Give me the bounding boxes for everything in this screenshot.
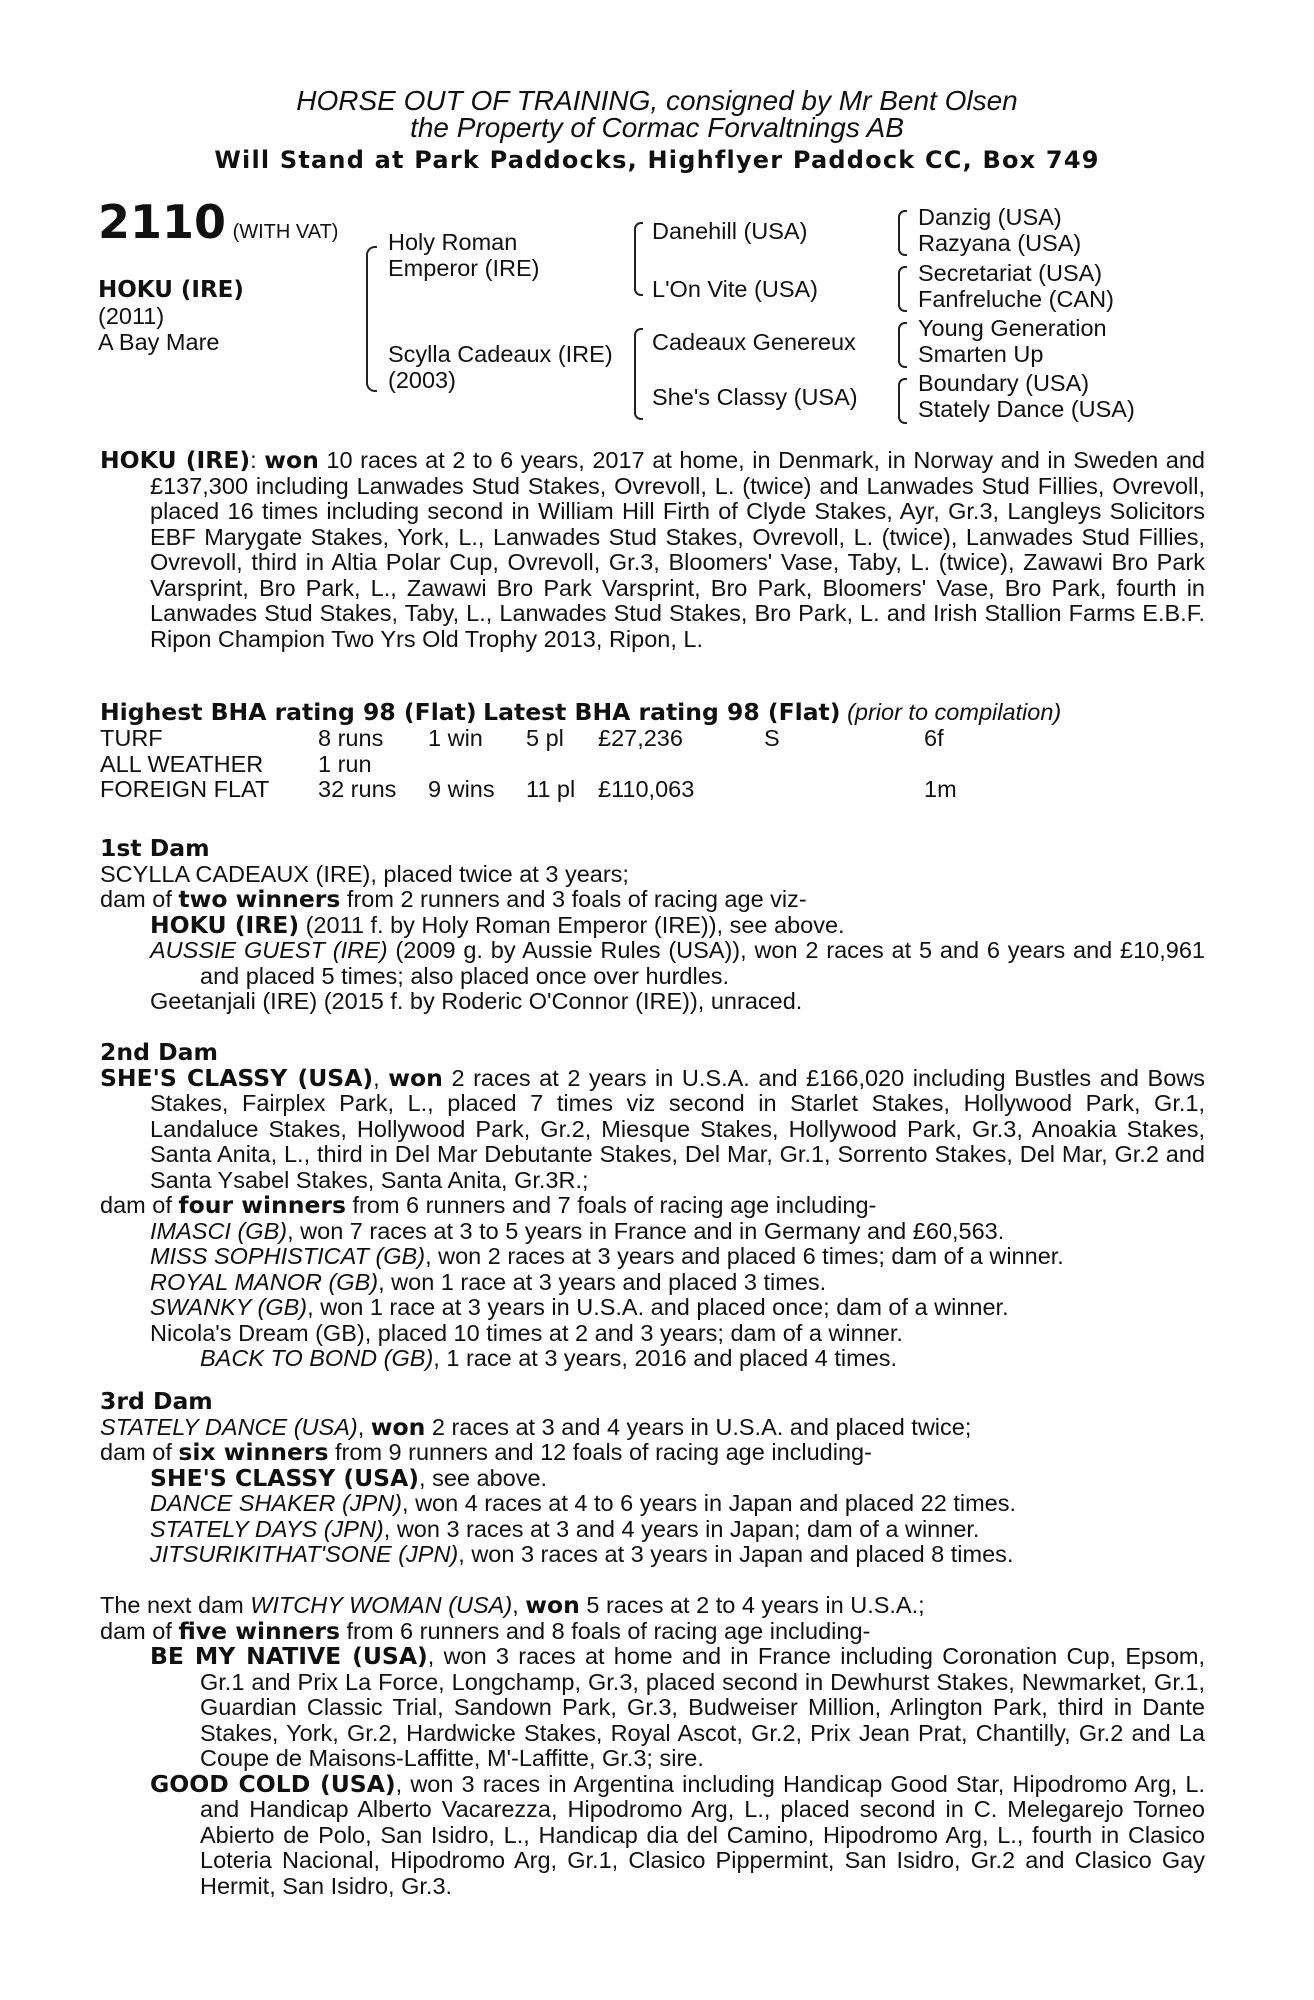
runs: 8 runs	[318, 725, 384, 751]
foal-text: , won 2 races at 3 years and placed 6 times; dam of a winner.	[425, 1243, 1064, 1269]
produce-post: from 9 runners and 12 foals of racing age including-	[335, 1439, 872, 1465]
produce-count: five winners	[178, 1616, 340, 1645]
dam-parents-brace	[634, 328, 643, 420]
sire-name-line-1: Holy Roman	[388, 229, 518, 255]
distance	[924, 752, 957, 778]
table-row	[100, 726, 957, 752]
foal-name: MISS SOPHISTICAT (GB)	[150, 1243, 426, 1269]
sire-sire: Danehill (USA)	[652, 218, 808, 244]
next-dam-pre: The next dam	[100, 1592, 244, 1618]
dam-dam-dam: Stately Dance (USA)	[918, 396, 1135, 422]
foal-name: BACK TO BOND (GB)	[200, 1345, 434, 1371]
next-dam-text: 5 races at 2 to 4 years in U.S.A.;	[586, 1592, 925, 1618]
foal-name: HOKU (IRE)	[150, 910, 300, 939]
dam-dam-sire: Boundary (USA)	[918, 370, 1090, 396]
list-item	[100, 1321, 1205, 1347]
second-dam-won: won	[388, 1063, 443, 1092]
header-line-2: the Property of Cormac Forvaltnings AB	[410, 112, 904, 143]
sire-dam-dam: Fanfreluche (CAN)	[918, 286, 1114, 312]
surface: TURF	[100, 725, 163, 751]
highest-rating: Highest BHA rating 98 (Flat)	[100, 698, 477, 726]
foal-name: SHE'S CLASSY (USA)	[150, 1463, 420, 1492]
foal-name: SWANKY (GB)	[150, 1294, 308, 1320]
second-dam-name: SHE'S CLASSY (USA)	[100, 1063, 374, 1092]
horse-year: (2011)	[98, 303, 165, 329]
foal-name: ROYAL MANOR (GB)	[150, 1268, 379, 1295]
second-dam-heading: 2nd Dam	[100, 1038, 218, 1066]
rating-note: (prior to compilation)	[847, 699, 1062, 725]
list-item	[100, 1542, 1205, 1568]
going	[764, 777, 924, 803]
produce-pre: dam of	[100, 1439, 172, 1465]
wins: 1 win	[428, 725, 483, 751]
next-dam-name: WITCHY WOMAN (USA)	[250, 1592, 513, 1618]
performance-table	[100, 726, 957, 803]
placed: 11 pl	[526, 776, 576, 802]
foal-text: , won 3 races at 3 years in Japan and placed 8 times.	[458, 1541, 1014, 1567]
dam-sire-sire: Young Generation	[918, 315, 1107, 341]
third-dam-won: won	[370, 1412, 426, 1441]
runs: 32 runs	[318, 776, 397, 802]
lot-number-block	[98, 195, 339, 249]
list-item	[100, 910, 1205, 939]
foal-name: Nicola's Dream (GB)	[150, 1319, 365, 1346]
horse-name: HOKU (IRE)	[98, 277, 244, 303]
foal-text: , won 4 races at 4 to 6 years in Japan and placed 22 times.	[402, 1490, 1016, 1516]
foal-text: , won 1 race at 3 years in U.S.A. and placed once; dam of a winner.	[307, 1294, 1009, 1320]
produce-pre: dam of	[100, 886, 172, 912]
foal-text: , won 7 races at 3 to 5 years in France and in Germany and £60,563.	[287, 1217, 1005, 1244]
next-dam-record: The next dam WITCHY WOMAN (USA), won 5 races at 2 to 4 years in U.S.A.;	[100, 1591, 925, 1619]
foal-name: BE MY NATIVE (USA)	[150, 1642, 428, 1670]
wins	[428, 752, 526, 778]
next-dam-section	[100, 1593, 1205, 1899]
foal-text: , won 3 races at 3 and 4 years in Japan; dam of a winner.	[383, 1515, 980, 1542]
foal-name: JITSURIKITHAT'SONE (JPN)	[150, 1541, 459, 1567]
record-won: won	[264, 446, 319, 474]
surface: FOREIGN FLAT	[100, 776, 270, 802]
latest-rating: Latest BHA rating 98 (Flat)	[483, 698, 841, 726]
third-dam-heading: 3rd Dam	[100, 1387, 213, 1415]
dam-sire-dam: Smarten Up	[918, 341, 1044, 367]
sire-sire-dam: Razyana (USA)	[918, 230, 1082, 256]
dam-dam: She's Classy (USA)	[652, 384, 858, 410]
foal-text: (2011 f. by Holy Roman Emperor (IRE)), see above.	[305, 911, 845, 938]
list-item	[100, 938, 1205, 989]
first-dam-heading: 1st Dam	[100, 834, 210, 862]
second-dam-produce	[100, 1193, 1205, 1219]
first-dam-produce	[100, 887, 1205, 913]
dam-name: Scylla Cadeaux (IRE)	[388, 341, 613, 367]
header-line-3: Will Stand at Park Paddocks, Highflyer Paddock CC, Box 749	[214, 146, 1100, 174]
produce-count: four winners	[178, 1191, 346, 1219]
gp-brace-2	[898, 266, 907, 312]
produce-post: from 6 runners and 7 foals of racing age including-	[352, 1192, 877, 1218]
rating-line	[100, 700, 1061, 726]
produce-post: from 2 runners and 3 foals of racing age viz-	[346, 886, 807, 912]
produce-pre: dam of	[100, 1192, 172, 1218]
sire-name-line-2: Emperor (IRE)	[388, 255, 540, 281]
prize: £27,236	[598, 725, 683, 751]
third-dam-produce	[100, 1440, 1205, 1466]
header-line-1: HORSE OUT OF TRAINING, consigned by Mr Bent Olsen	[296, 85, 1018, 116]
record-text: 10 races at 2 to 6 years, 2017 at home, in Denmark, in Norway and in Sweden and £137,300 including Lanwades Stud Stakes, Ovrevoll, L. (twice) and Lanwades Stud Fillies, Ovrevoll, placed 16 times including second in William Hill Firth of Clyde Stakes, Ayr, Gr.3, Langleys Solicitors EBF Marygate Stakes, York, L., Lanwades Stud Stakes, Ovrevoll, L. (twice), Lanwades Stud Fillies, Ovrevoll, third in Altia Polar Cup, Ovrevoll, Gr.3, Bloomers' Vase, Taby, L. (twice), Zawawi Bro Park Varsprint, Bro Park, L., Zawawi Bro Park Varsprint, Bro Park, Bloomers' Vase, Bro Park, fourth in Lanwades Stud Stakes, Taby, L., Lanwades Stud Stakes, Bro Park, L. and Irish Stallion Farms E.B.F. Ripon Champion Two Yrs Old Trophy 2013, Ripon, L.	[150, 447, 1205, 652]
list-item	[100, 1219, 1205, 1245]
list-item	[100, 1295, 1205, 1321]
sire-sire-sire: Danzig (USA)	[918, 204, 1062, 230]
foal-name: STATELY DAYS (JPN)	[150, 1515, 384, 1542]
lot-number: 2110	[98, 195, 227, 249]
distance: 1m	[924, 776, 957, 802]
second-dam-section	[100, 1040, 1205, 1372]
prize	[598, 752, 764, 778]
produce-post: from 6 runners and 8 foals of racing age including-	[346, 1617, 871, 1644]
foal-text: (2009 g. by Aussie Rules (USA)), won 2 races at 5 and 6 years and £10,961 and placed 5 times; also placed once over hurdles.	[200, 937, 1205, 989]
sire-dam: L'On Vite (USA)	[652, 276, 819, 302]
list-item	[100, 1491, 1205, 1517]
foal-text: , won 3 races at home and in France including Coronation Cup, Epsom, Gr.1 and Prix La Force, Longchamp, Gr.3, placed second in Dewhurst Stakes, Newmarket, Gr.1, Guardian Classic Trial, Sandown Park, Gr.3, Budweiser Million, Arlington Park, third in Dante Stakes, York, Gr.2, Hardwicke Stakes, Royal Ascot, Gr.2, Prix Jean Prat, Chantilly, Gr.2 and La Coupe de Maisons-Laffitte, M'-Laffitte, Gr.3; sire.	[200, 1643, 1205, 1771]
produce-count: two winners	[178, 885, 341, 913]
race-record: HOKU (IRE): won 10 races at 2 to 6 years, 2017 at home, in Denmark, in Norway and in Sweden and £137,300 including Lanwades Stud Stakes, Ovrevoll, L. (twice) and Lanwades Stud Fillies, Ovrevoll, placed 16 times including second in William Hill Firth of Clyde Stakes, Ayr, Gr.3, Langleys Solicitors EBF Marygate Stakes, York, L., Lanwades Stud Stakes, Ovrevoll, L. (twice), Lanwades Stud Fillies, Ovrevoll, third in Altia Polar Cup, Ovrevoll, Gr.3, Bloomers' Vase, Taby, L. (twice), Zawawi Bro Park Varsprint, Bro Park, L., Zawawi Bro Park Varsprint, Bro Park, Bloomers' Vase, Bro Park, fourth in Lanwades Stud Stakes, Taby, L., Lanwades Stud Stakes, Bro Park, L. and Irish Stallion Farms E.B.F. Ripon Champion Two Yrs Old Trophy 2013, Ripon, L.	[100, 446, 1205, 652]
foal-text: , won 3 races in Argentina including Handicap Good Star, Hipodromo Arg, L. and Handicap Alberto Vacarezza, Hipodromo Arg, L., placed second in C. Melegarejo Torneo Abierto de Polo, San Isidro, L., Handicap dia del Camino, Hipodromo Arg, L., fourth in Clasico Loteria Nacional, Hipodromo Arg, Gr.1, Clasico Pippermint, San Isidro, Gr.2 and Clasico Gay Hermit, San Isidro, Gr.3.	[200, 1770, 1206, 1899]
second-dam-record: SHE'S CLASSY (USA), won 2 races at 2 years in U.S.A. and £166,020 including Bustles and Bows Stakes, Fairplex Park, L., placed 7 times viz second in Starlet Stakes, Hollywood Park, Gr.1, Landaluce Stakes, Hollywood Park, Gr.2, Miesque Stakes, Hollywood Park, Gr.3, Anoakia Stakes, Santa Anita, L., third in Del Mar Debutante Stakes, Del Mar, Gr.1, Sorrento Stakes, Del Mar, Gr.2 and Santa Ysabel Stakes, Santa Anita, Gr.3R.;	[100, 1063, 1206, 1193]
list-item	[100, 1517, 1205, 1543]
third-dam-name: STATELY DANCE (USA)	[100, 1413, 358, 1440]
list-item	[100, 1244, 1205, 1270]
wins: 9 wins	[428, 776, 495, 802]
foal-text: , see above.	[419, 1464, 548, 1491]
list-item	[100, 1769, 1206, 1900]
runs: 1 run	[318, 750, 372, 777]
prize: £110,063	[598, 776, 695, 802]
foal-name: AUSSIE GUEST (IRE)	[150, 937, 388, 963]
gp-brace-3	[898, 322, 907, 368]
record-horse-name: HOKU (IRE)	[100, 446, 251, 474]
first-dam-section	[100, 836, 1205, 1015]
third-dam-record: STATELY DANCE (USA), won 2 races at 3 and 4 years in U.S.A. and placed twice;	[100, 1412, 972, 1441]
going	[764, 752, 924, 778]
next-dam-produce	[100, 1616, 1205, 1645]
foal-name: IMASCI (GB)	[150, 1217, 288, 1244]
sire-parents-brace	[634, 222, 643, 296]
list-item	[100, 1463, 1205, 1492]
table-row	[100, 752, 957, 778]
foal-text: , placed 10 times at 2 and 3 years; dam of a winner.	[364, 1319, 903, 1346]
going: S	[764, 725, 780, 751]
third-dam-section	[100, 1389, 1205, 1568]
distance: 6f	[924, 725, 944, 751]
horse-description: A Bay Mare	[98, 329, 220, 355]
vat-label: (WITH VAT)	[232, 221, 339, 243]
dam-sire: Cadeaux Genereux	[652, 329, 856, 355]
sire-dam-brace	[366, 246, 377, 392]
placed	[526, 752, 598, 778]
foal-name: GOOD COLD (USA)	[150, 1769, 396, 1798]
list-item	[100, 1346, 1205, 1372]
list-item	[100, 1270, 1205, 1296]
produce-count: six winners	[178, 1438, 329, 1466]
foal-name: DANCE SHAKER (JPN)	[150, 1490, 403, 1516]
surface: ALL WEATHER	[100, 750, 264, 777]
sire-dam-sire: Secretariat (USA)	[918, 260, 1103, 286]
placed: 5 pl	[526, 725, 564, 751]
third-dam-text: 2 races at 3 and 4 years in U.S.A. and placed twice;	[431, 1413, 972, 1440]
next-dam-won: won	[525, 1591, 580, 1619]
foal-text: , won 1 race at 3 years and placed 3 times.	[378, 1268, 827, 1295]
dam-year: (2003)	[388, 367, 456, 393]
first-dam-line: SCYLLA CADEAUX (IRE), placed twice at 3 years;	[100, 860, 629, 887]
produce-pre: dam of	[100, 1617, 172, 1644]
gp-brace-1	[898, 210, 907, 256]
foal-text: , 1 race at 3 years, 2016 and placed 4 times.	[433, 1345, 898, 1371]
gp-brace-4	[898, 378, 907, 424]
list-item	[100, 1644, 1205, 1772]
second-dam-text: 2 races at 2 years in U.S.A. and £166,020 including Bustles and Bows Stakes, Fairplex Park, L., placed 7 times viz second in Starlet Stakes, Hollywood Park, Gr.1, Landaluce Stakes, Hollywood Park, Gr.2, Miesque Stakes, Hollywood Park, Gr.3, Anoakia Stakes, Santa Anita, L., third in Del Mar Debutante Stakes, Del Mar, Gr.1, Sorrento Stakes, Del Mar, Gr.2 and Santa Ysabel Stakes, Santa Anita, Gr.3R.;	[150, 1064, 1206, 1193]
table-row	[100, 777, 957, 803]
list-item: Geetanjali (IRE) (2015 f. by Roderic O'Connor (IRE)), unraced.	[150, 988, 803, 1014]
